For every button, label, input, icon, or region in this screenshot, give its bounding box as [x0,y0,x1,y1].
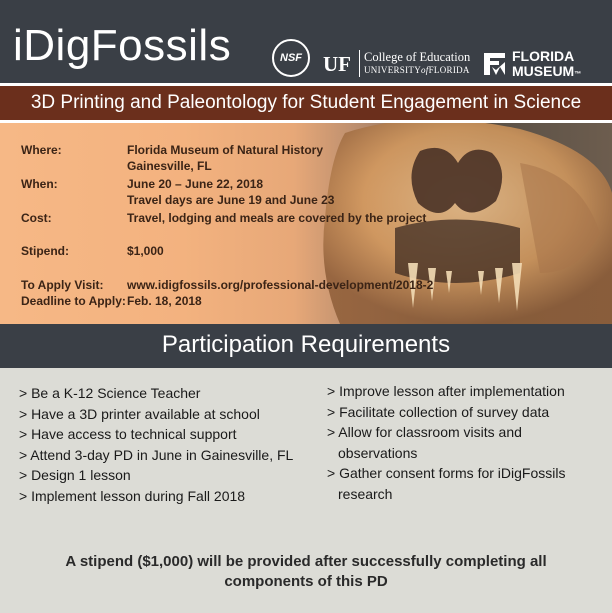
where-label: Where: [21,143,62,157]
requirements-list-left [19,383,293,506]
where-value-venue: Florida Museum of Natural History [127,143,324,157]
footer-line2: components of this PD [224,573,388,590]
when-value-travel: Travel days are June 19 and June 23 [127,193,335,207]
deadline-value: Feb. 18, 2018 [127,294,202,308]
footer-line1: A stipend ($1,000) will be provided after successfully completing all [65,553,547,570]
requirements-list-right [327,381,565,504]
event-details-panel [0,123,612,324]
deadline-label: Deadline to Apply: [21,294,126,308]
stipend-label: Stipend: [21,244,69,258]
when-label: When: [21,177,58,191]
museum-logo-icon [482,49,507,77]
uf-logo-university [364,64,470,76]
requirement-item: > Improve lesson after implementation [327,383,565,399]
where-value-city: Gainesville, FL [127,159,212,173]
uf-logo-university-part2: FLORIDA [428,65,470,75]
subtitle-bar [0,83,612,123]
museum-logo-trademark: ™ [574,71,582,78]
subtitle: 3D Printing and Paleontology for Student Engagement in Science [0,86,612,120]
uf-logo-university-of: of [421,65,429,75]
nsf-logo: NSF [272,39,310,77]
cost-label: Cost: [21,211,52,225]
header-banner [0,0,612,83]
museum-logo-name: MUSEUM [512,63,575,79]
requirement-item-continued: observations [338,444,418,461]
requirement-item: > Be a K-12 Science Teacher [19,385,201,401]
uf-logo-college: College of Education [364,50,471,64]
requirements-heading: Participation Requirements [0,324,612,368]
requirement-item-continued: research [338,485,393,502]
requirement-item: > Gather consent forms for iDigFossils [327,465,566,481]
museum-logo-line1: FLORIDA [512,48,575,64]
requirement-item: > Facilitate collection of survey data [327,403,550,420]
uf-logo-mark: UF [323,52,351,76]
requirement-item: > Have a 3D printer available at school [19,405,260,422]
uf-logo-university-part1: UNIVERSITY [364,65,421,75]
stipend-footer-note [40,552,572,592]
requirement-item: > Have access to technical support [19,426,237,442]
museum-logo-line2 [512,64,581,82]
uf-logo-divider [359,50,360,77]
requirement-item: > Allow for classroom visits and [327,424,522,440]
apply-url[interactable]: www.idigfossils.org/professional-development/2018-2 [127,278,434,292]
requirement-item: > Attend 3-day PD in June in Gainesville, FL [19,446,294,463]
requirement-item: > Design 1 lesson [19,467,131,483]
cost-value: Travel, lodging and meals are covered by the project [127,211,427,225]
apply-label: To Apply Visit: [21,278,104,292]
when-value-dates: June 20 – June 22, 2018 [127,177,264,191]
brand-title: iDigFossils [13,21,232,70]
requirement-item: > Implement lesson during Fall 2018 [19,487,246,504]
stipend-value: $1,000 [127,244,164,258]
